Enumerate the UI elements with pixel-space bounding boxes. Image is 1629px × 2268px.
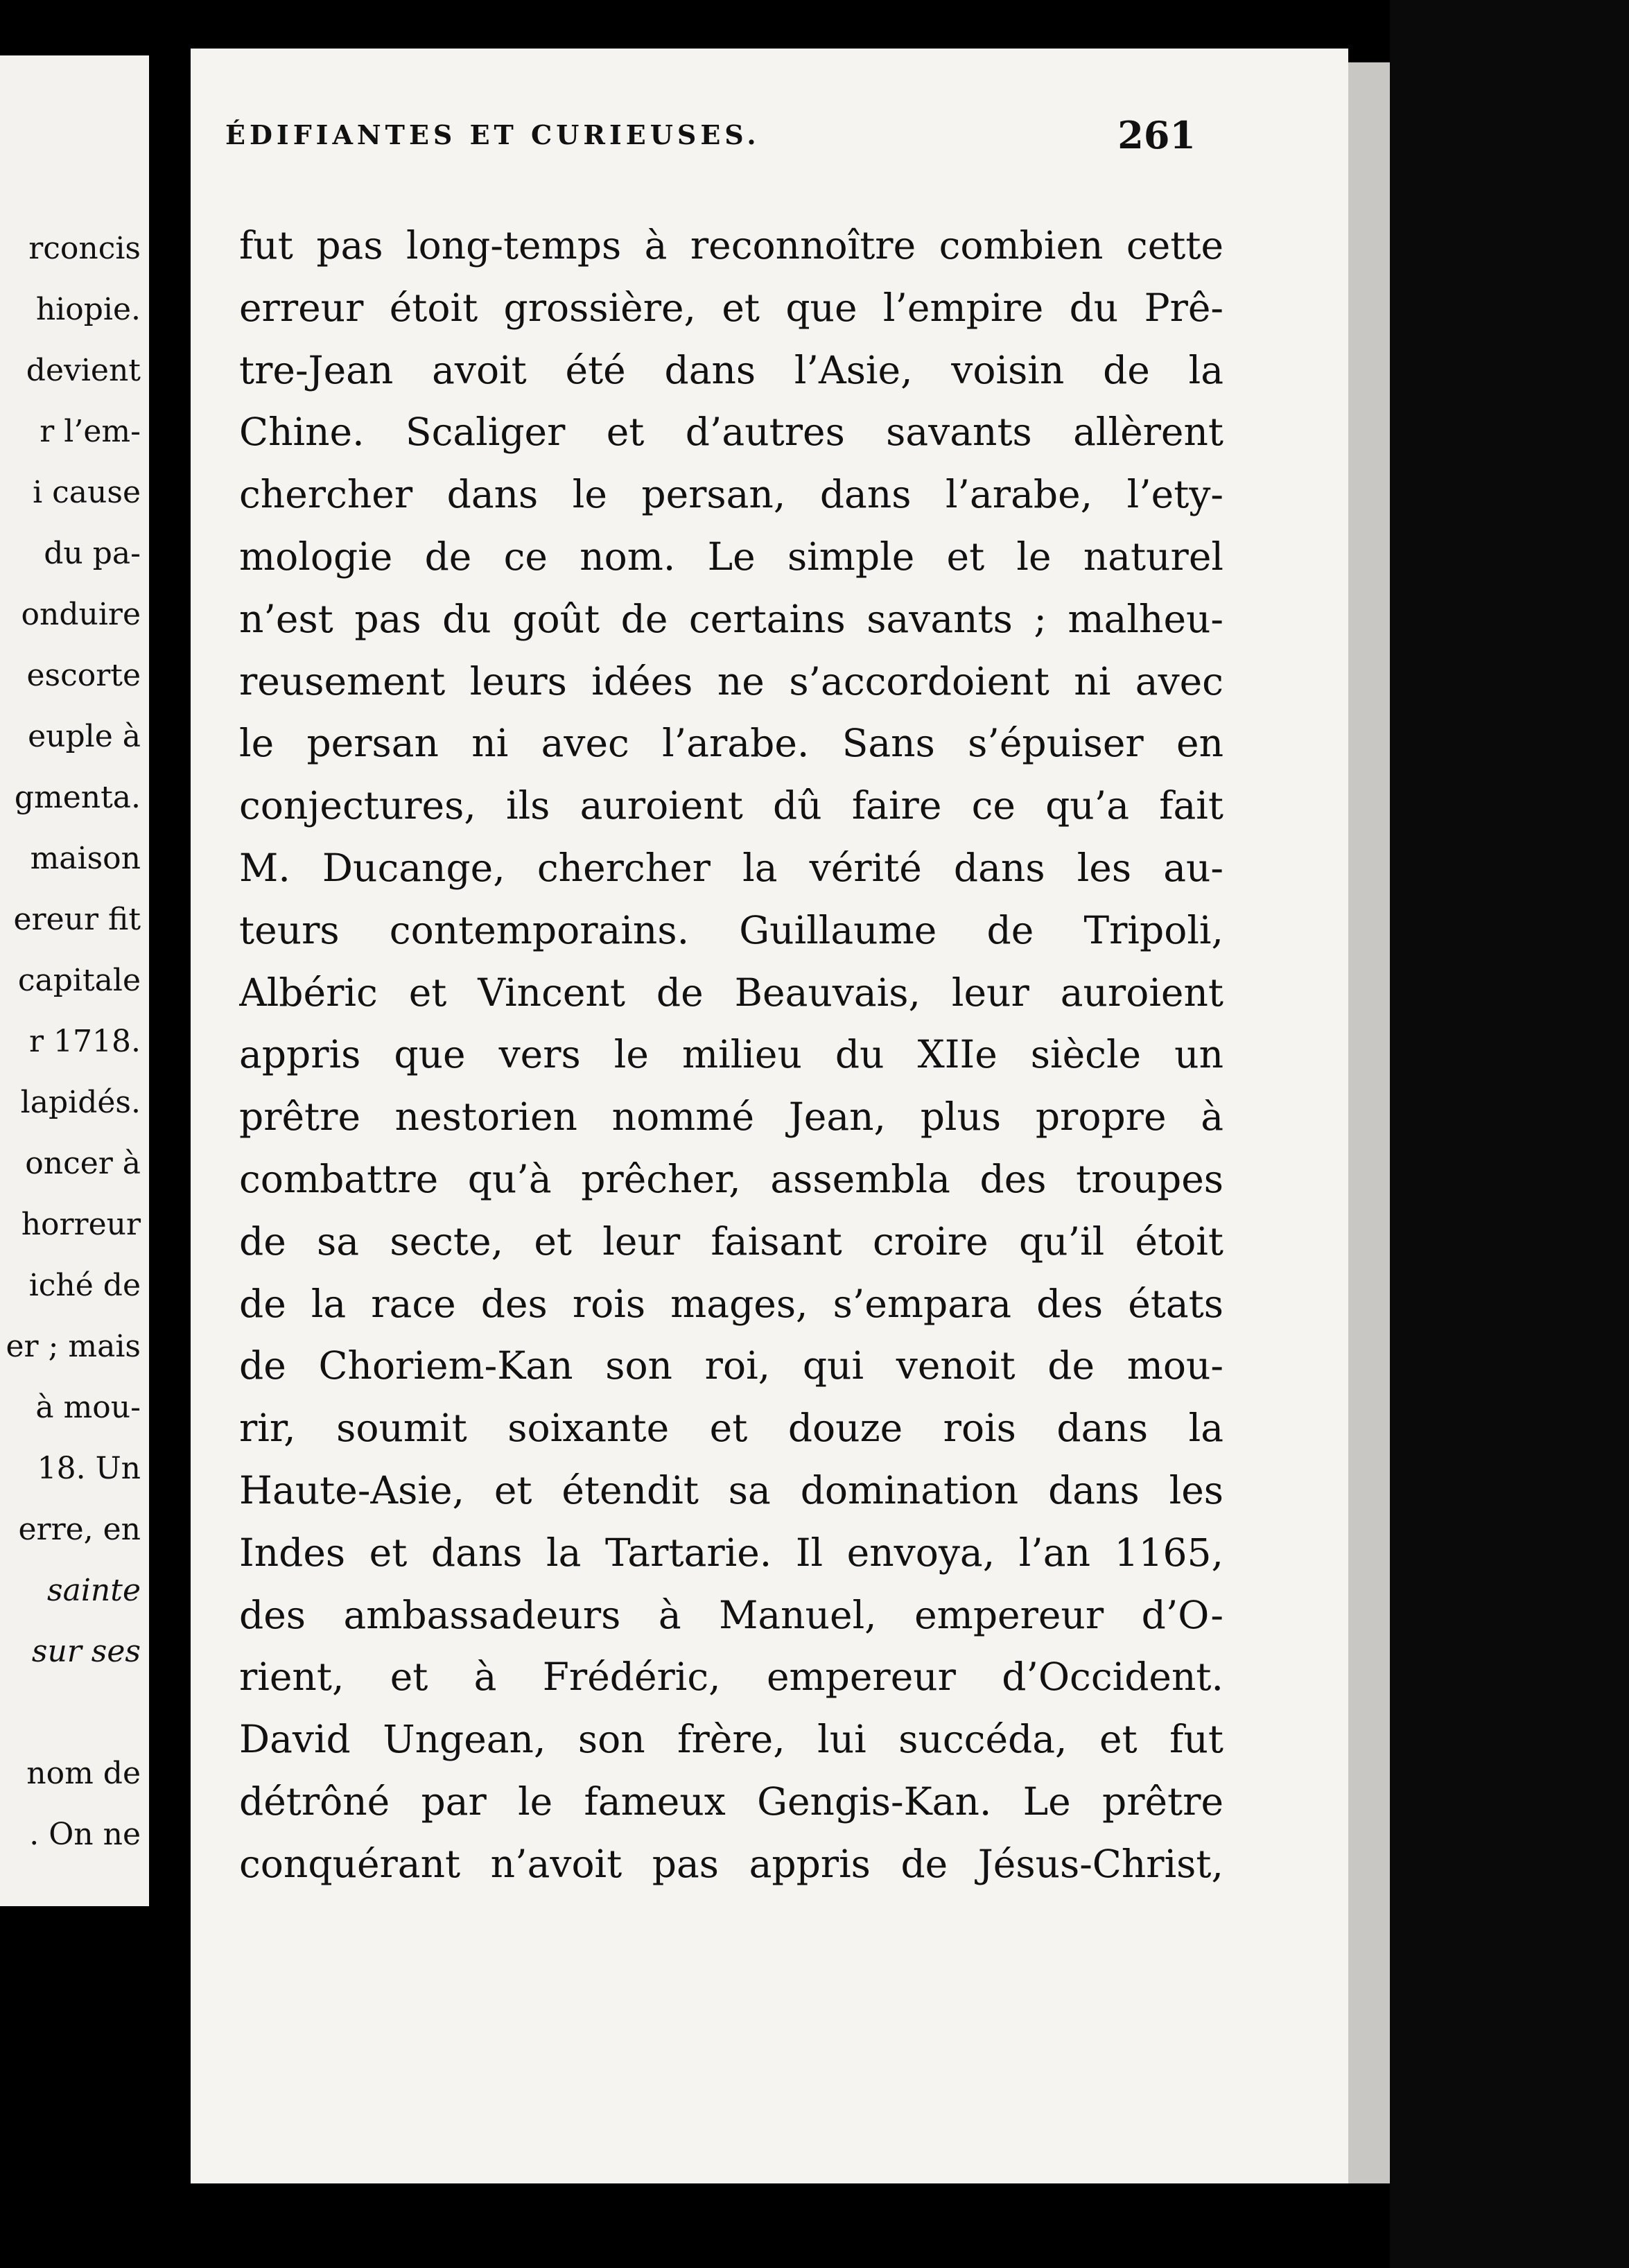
left-page-line: r 1718.: [29, 1024, 141, 1059]
text-line: David Ungean, son frère, lui succéda, et fut: [239, 1717, 1223, 1762]
text-line: combattre qu’à prêcher, assembla des troupes: [239, 1156, 1223, 1201]
left-page-text: [6, 218, 141, 1865]
book-gutter: [149, 55, 191, 1906]
left-page-fragment: [0, 55, 149, 1906]
running-header: [225, 104, 1196, 166]
text-line: de sa secte, et leur faisant croire qu’il étoit: [239, 1219, 1223, 1264]
text-line: reusement leurs idées ne s’accordoient ni avec: [239, 658, 1223, 704]
left-page-line: ereur fit: [13, 902, 141, 937]
left-page-line: lapidés.: [20, 1085, 141, 1120]
text-line: détrôné par le fameux Gengis-Kan. Le prêtre: [239, 1779, 1223, 1824]
text-line: prêtre nestorien nommé Jean, plus propre à: [239, 1094, 1223, 1140]
left-page-line: [6, 1682, 141, 1743]
left-page-line: . On ne: [29, 1817, 141, 1852]
left-page-line: er ; mais: [6, 1329, 141, 1364]
left-page-line: hiopie.: [35, 292, 141, 327]
left-page-line: maison: [30, 841, 141, 876]
left-page-line: erre, en: [18, 1512, 141, 1547]
text-line: rient, et à Frédéric, empereur d’Occident.: [239, 1655, 1223, 1700]
text-line: Haute-Asie, et étendit sa domination dans les: [239, 1467, 1223, 1512]
left-page-line: iché de: [28, 1268, 141, 1303]
left-page-line: nom de: [26, 1756, 141, 1791]
left-page-line: onduire: [21, 597, 141, 632]
text-line: n’est pas du goût de certains savants ; malheu-: [239, 596, 1223, 641]
running-title: ÉDIFIANTES ET CURIEUSES.: [225, 119, 760, 150]
text-line: Indes et dans la Tartarie. Il envoya, l’an 1165,: [239, 1530, 1223, 1575]
left-page-line: sur ses: [31, 1634, 141, 1669]
left-page-line: gmenta.: [14, 780, 141, 815]
left-page-line: oncer à: [25, 1146, 141, 1181]
text-line: Chine. Scaliger et d’autres savants allèrent: [239, 410, 1223, 455]
text-line: de Choriem-Kan son roi, qui venoit de mou-: [239, 1343, 1223, 1388]
text-line: chercher dans le persan, dans l’arabe, l’ety-: [239, 472, 1223, 517]
left-page-line: rconcis: [28, 231, 141, 266]
left-page-line: escorte: [26, 658, 141, 693]
text-line: teurs contemporains. Guillaume de Tripoli,: [239, 907, 1223, 952]
scan-background: [1390, 0, 1629, 2268]
left-page-line: horreur: [21, 1207, 141, 1242]
text-line: appris que vers le milieu du XIIe siècle un: [239, 1032, 1223, 1077]
left-page-line: du pa-: [44, 536, 141, 571]
left-page-line: r l’em-: [40, 414, 141, 449]
text-line: de la race des rois mages, s’empara des états: [239, 1281, 1223, 1326]
left-page-line: sainte: [47, 1573, 141, 1608]
text-line: le persan ni avec l’arabe. Sans s’épuiser en: [239, 721, 1223, 766]
text-line: mologie de ce nom. Le simple et le naturel: [239, 534, 1223, 579]
body-text: [239, 215, 1223, 1896]
left-page-line: euple à: [28, 719, 141, 754]
text-line: Albéric et Vincent de Beauvais, leur auroient: [239, 970, 1223, 1015]
left-page-line: capitale: [17, 963, 141, 998]
text-line: conjectures, ils auroient dû faire ce qu’a fait: [239, 783, 1223, 828]
text-line: M. Ducange, chercher la vérité dans les au-: [239, 845, 1223, 890]
text-line: tre-Jean avoit été dans l’Asie, voisin de la: [239, 347, 1223, 392]
left-page-line: à mou-: [35, 1390, 141, 1425]
left-page-line: devient: [26, 353, 141, 388]
page-edge: [1348, 62, 1390, 2183]
page-number: 261: [1117, 113, 1196, 157]
text-line: rir, soumit soixante et douze rois dans la: [239, 1406, 1223, 1451]
text-line: erreur étoit grossière, et que l’empire du Prê-: [239, 285, 1223, 330]
left-page-line: i cause: [33, 475, 141, 510]
text-line: des ambassadeurs à Manuel, empereur d’O-: [239, 1592, 1223, 1637]
left-page-line: 18. Un: [37, 1451, 141, 1486]
text-line: fut pas long-temps à reconnoître combien cette: [239, 223, 1223, 268]
text-line: conquérant n’avoit pas appris de Jésus-Christ,: [239, 1841, 1223, 1886]
